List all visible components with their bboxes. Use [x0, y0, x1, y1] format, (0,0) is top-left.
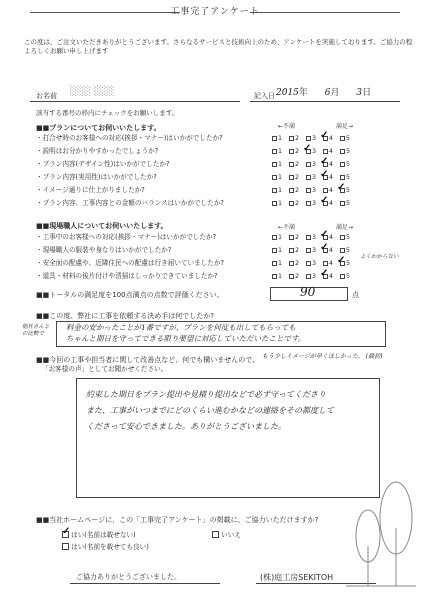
question-text: ・プラン内容、工事内容との金額のバランスはいかがでしたか?: [36, 199, 224, 207]
homepage-option-1[interactable]: ✓ はい(名前は載せない): [62, 526, 136, 539]
rating-option-4[interactable]: [320, 268, 340, 280]
rating-option-label: 5: [346, 174, 351, 181]
rating-option-5[interactable]: [340, 174, 357, 181]
rating-checkbox[interactable]: [323, 149, 328, 154]
check-mark-icon: ✓: [337, 182, 346, 193]
voice-line-3: くださって安心できました。ありがとうございました。: [86, 422, 286, 431]
check-mark-icon: ✓: [320, 268, 329, 279]
rating-option-label: 1: [278, 148, 283, 155]
rating-checkbox[interactable]: [272, 261, 277, 266]
check-mark-icon: ✓: [303, 143, 312, 154]
footer-thanks: ご協力ありがとうございました。: [76, 573, 181, 581]
rating-checkbox[interactable]: [272, 136, 277, 141]
rating-option-label: 3: [312, 187, 317, 194]
rating-checkbox[interactable]: [272, 149, 277, 154]
rating-checkbox[interactable]: [289, 235, 294, 240]
homepage-checkbox-1[interactable]: ✓: [62, 526, 71, 537]
homepage-option-2[interactable]: はい(名前を載せても良い): [62, 543, 149, 552]
rating-option-label: 4: [329, 273, 334, 280]
rating-option-label: 5: [346, 247, 351, 254]
date-day: 3: [356, 88, 363, 98]
total-label: ■■トータルの満足度を100点満点の点数で評価ください。: [36, 291, 224, 299]
rating-checkbox[interactable]: [340, 162, 345, 167]
rating-checkbox[interactable]: [340, 149, 345, 154]
voice-line-1: 約束した期日をプラン提出や見積り提出などで必ず守ってくださり: [86, 390, 326, 399]
rating-option-2[interactable]: [289, 247, 306, 254]
voice-label-2: 「お客様の声」としてお聞かせください。: [42, 365, 168, 373]
rating-option-5[interactable]: [340, 234, 357, 241]
rating-option-label: 5: [346, 234, 351, 241]
homepage-checkbox-3[interactable]: [212, 531, 219, 538]
rating-option-1[interactable]: [272, 200, 289, 207]
question-text: ・工事中のお客様への対応(挨拶・マナー)はいかがでしたか?: [36, 233, 217, 241]
page-title: 工事完了アンケート: [170, 7, 260, 17]
name-blurred: ░░░ ░░░: [70, 87, 115, 97]
rating-option-label: 5: [346, 148, 351, 155]
rating-options: [272, 242, 357, 254]
date-field[interactable]: 2015年 6月 3日: [276, 88, 372, 98]
rating-option-4[interactable]: [320, 130, 340, 142]
rating-checkbox[interactable]: [306, 175, 311, 180]
rating-option-label: 1: [278, 260, 283, 267]
rating-option-label: 1: [278, 200, 283, 207]
rating-options: [272, 229, 357, 241]
rating-option-label: 4: [329, 234, 334, 241]
rating-option-2[interactable]: [289, 273, 306, 280]
rating-checkbox[interactable]: [306, 188, 311, 193]
rating-option-label: 2: [295, 161, 300, 168]
rating-checkbox[interactable]: [289, 149, 294, 154]
homepage-checkbox-2[interactable]: [62, 543, 69, 550]
rating-checkbox[interactable]: [289, 261, 294, 266]
rating-option-label: 4: [329, 161, 334, 168]
check-mark-icon: ✓: [320, 156, 329, 167]
rating-option-1[interactable]: [272, 234, 289, 241]
rating-option-label: 5: [346, 200, 351, 207]
rating-option-1[interactable]: [272, 161, 289, 168]
rating-options: [272, 268, 357, 280]
rating-options: [272, 195, 357, 207]
question-text: ・道具・材料の後片付けや清掃はしっかりできていましたか?: [36, 272, 218, 280]
rating-option-1[interactable]: [272, 135, 289, 142]
rating-option-label: 2: [295, 200, 300, 207]
rating-option-label: 3: [312, 200, 317, 207]
rating-option-label: 2: [295, 148, 300, 155]
rating-option-label: 5: [346, 273, 351, 280]
rating-checkbox[interactable]: [323, 188, 328, 193]
rating-options: [272, 143, 357, 155]
rating-option-1[interactable]: [272, 148, 289, 155]
deciding-line-1: 料金の安かったことが1番ですが、プランを何度も出してもらっても: [66, 323, 296, 332]
rating-option-2[interactable]: [289, 161, 306, 168]
rating-option-5[interactable]: [340, 135, 357, 142]
rating-checkbox[interactable]: [272, 162, 277, 167]
rating-option-label: 3: [312, 273, 317, 280]
rating-option-label: 2: [295, 234, 300, 241]
check-mark-icon: ✓: [320, 229, 329, 240]
decorative-trees-icon: [346, 478, 416, 588]
total-score: 90: [300, 285, 316, 299]
rating-option-label: 5: [346, 135, 351, 142]
check-mark-icon: ✓: [320, 242, 329, 253]
rating-checkbox[interactable]: [289, 248, 294, 253]
rating-option-1[interactable]: [272, 260, 289, 267]
question-text: ・説明はお分かりやすかったでしょうか?: [36, 147, 159, 155]
rating-option-4[interactable]: [320, 229, 340, 241]
rating-option-3[interactable]: [306, 260, 323, 267]
deciding-label: ■■この度、弊社に工事を依頼する決め手は何でしたか?: [36, 312, 214, 320]
rating-checkbox[interactable]: [272, 235, 277, 240]
date-underline: [250, 101, 400, 102]
rating-option-label: 5: [346, 260, 351, 267]
total-unit: 点: [352, 291, 359, 299]
rating-checkbox[interactable]: [340, 248, 345, 253]
rating-checkbox[interactable]: [306, 261, 311, 266]
rating-option-5[interactable]: [337, 182, 357, 194]
rating-option-5[interactable]: [340, 200, 357, 207]
scale-low: ←不満: [278, 123, 296, 130]
homepage-question: ■■当社ホームページに、この「工事完了アンケート」の掲載に、ご協力いただけますか?: [36, 516, 319, 524]
deciding-side-note: 他社さんとの比較で: [22, 324, 50, 338]
rating-option-label: 4: [329, 260, 334, 267]
rating-option-label: 3: [312, 234, 317, 241]
date-label: 記入日: [254, 92, 275, 100]
rating-option-2[interactable]: [289, 174, 306, 181]
rating-option-1[interactable]: [272, 174, 289, 181]
rating-checkbox[interactable]: [340, 175, 345, 180]
footer-company: (株)庭工房SEKITOH: [260, 573, 334, 582]
rating-option-label: 4: [329, 247, 334, 254]
name-underline[interactable]: [30, 101, 240, 102]
question-text: ・打合せ時のお客様への対応(挨拶・マナー)はいかがでしたか?: [36, 134, 223, 142]
rating-option-label: 3: [312, 135, 317, 142]
rating-option-label: 3: [312, 174, 317, 181]
rating-checkbox[interactable]: [289, 162, 294, 167]
rating-checkbox[interactable]: [306, 248, 311, 253]
rating-option-5[interactable]: [340, 161, 357, 168]
staff-margin-note: よくわからない: [360, 254, 399, 260]
rating-checkbox[interactable]: [289, 175, 294, 180]
rating-option-label: 1: [278, 273, 283, 280]
rating-option-label: 1: [278, 135, 283, 142]
check-mark-icon: ✓: [337, 255, 346, 266]
rating-option-3[interactable]: [303, 143, 323, 155]
rating-checkbox[interactable]: [289, 136, 294, 141]
rating-option-5[interactable]: [337, 255, 357, 267]
deciding-line-2: ちゃんと期日を守ってできる限り要望に対応していただいたことです。: [66, 334, 306, 343]
rating-option-label: 4: [329, 148, 334, 155]
rating-checkbox[interactable]: [272, 201, 277, 206]
rating-checkbox[interactable]: [272, 188, 277, 193]
check-mark-icon: ✓: [320, 169, 329, 180]
rating-option-2[interactable]: [289, 187, 306, 194]
scale-low-2: ←不満: [278, 224, 296, 231]
rating-option-label: 2: [295, 260, 300, 267]
rating-option-4[interactable]: [320, 195, 340, 207]
rating-checkbox[interactable]: [340, 201, 345, 206]
rating-option-label: 3: [312, 161, 317, 168]
rating-option-1[interactable]: [272, 187, 289, 194]
name-label: お名前: [36, 92, 57, 100]
rating-option-4[interactable]: [320, 242, 340, 254]
rating-option-label: 5: [346, 187, 351, 194]
question-text: ・現場職人の服装や身なりはいかがでしたか?: [36, 246, 172, 254]
rating-checkbox[interactable]: [272, 175, 277, 180]
rating-options: [272, 182, 357, 194]
check-mark-icon: ✓: [320, 130, 329, 141]
rating-checkbox[interactable]: [340, 274, 345, 279]
rating-option-2[interactable]: [289, 200, 306, 207]
rating-option-label: 4: [329, 187, 334, 194]
question-text: ・プラン内容(実用性)はいかがでしたか?: [36, 173, 157, 181]
question-text: ・プラン内容(デザイン性)はいかがでしたか?: [36, 160, 170, 168]
rating-option-label: 4: [329, 174, 334, 181]
rating-checkbox[interactable]: [306, 136, 311, 141]
rating-option-4[interactable]: [320, 156, 340, 168]
homepage-option-3[interactable]: いいえ: [212, 531, 241, 540]
rating-option-label: 3: [312, 260, 317, 267]
footer-thanks-rule: [70, 583, 220, 584]
scale-high-2: 満足→: [336, 224, 354, 231]
rating-option-label: 2: [295, 135, 300, 142]
scale-high: 満足→: [336, 123, 354, 130]
intro-text: この度は、ご注文いただきありがとうございます。さらなるサービスと技術向上のため、アンケートを実施しております。ご協力の程よろしくお願い申し上げます: [24, 38, 413, 55]
rating-checkbox[interactable]: [306, 274, 311, 279]
rating-option-2[interactable]: [289, 260, 306, 267]
question-text: ・安全面の配慮や、近隣住民への配慮は行き届いていましたか?: [36, 259, 224, 267]
rating-option-2[interactable]: [289, 234, 306, 241]
rating-checkbox[interactable]: [340, 235, 345, 240]
rating-checkbox[interactable]: [340, 136, 345, 141]
rating-option-label: 2: [295, 174, 300, 181]
question-text: ・イメージ通りに仕上がりましたか?: [36, 186, 145, 194]
rating-option-label: 2: [295, 273, 300, 280]
rating-option-label: 3: [312, 247, 317, 254]
instruction: 該当する番号の枠内にチェックをお願いします。: [36, 109, 179, 117]
rating-checkbox[interactable]: [289, 188, 294, 193]
rating-option-5[interactable]: [340, 247, 357, 254]
date-month: 6: [324, 88, 331, 98]
section-plan-title: ■■プランについてお伺いいたします。: [36, 124, 161, 132]
rating-option-5[interactable]: [340, 148, 357, 155]
rating-option-3[interactable]: [306, 187, 323, 194]
date-year: 2015: [276, 88, 299, 98]
rating-checkbox[interactable]: [306, 235, 311, 240]
rating-checkbox[interactable]: [272, 274, 277, 279]
rating-option-label: 4: [329, 200, 334, 207]
rating-checkbox[interactable]: [289, 274, 294, 279]
rating-option-label: 2: [295, 247, 300, 254]
rating-option-label: 3: [312, 148, 317, 155]
rating-options: [272, 255, 357, 267]
rating-option-label: 1: [278, 187, 283, 194]
rating-checkbox[interactable]: [306, 201, 311, 206]
rating-option-label: 2: [295, 187, 300, 194]
voice-top-note: もう少しイメージが早くほしかった。 (最初): [262, 353, 383, 360]
voice-line-2: また、工事がいつまでにどのくらい進むかなどの連絡をその都度して: [86, 406, 334, 415]
rating-option-2[interactable]: [289, 135, 306, 142]
rating-options: [272, 169, 357, 181]
rating-checkbox[interactable]: [306, 162, 311, 167]
voice-label: ■■今回の工事や担当者に関して改善点など、何でも構いませんので、: [36, 356, 260, 364]
rating-option-label: 1: [278, 234, 283, 241]
rating-option-label: 5: [346, 161, 351, 168]
rating-option-1[interactable]: [272, 247, 289, 254]
section-staff-title: ■■現場職人についてお伺いいたします。: [36, 222, 168, 230]
rating-option-label: 1: [278, 174, 283, 181]
rating-options: [272, 130, 357, 142]
rating-option-4[interactable]: [320, 169, 340, 181]
rating-option-1[interactable]: [272, 273, 289, 280]
rating-checkbox[interactable]: [272, 248, 277, 253]
rating-options: [272, 156, 357, 168]
rating-option-4[interactable]: [323, 148, 340, 155]
rating-option-5[interactable]: [340, 273, 357, 280]
rating-checkbox[interactable]: [323, 261, 328, 266]
rating-option-label: 1: [278, 161, 283, 168]
rating-option-label: 1: [278, 247, 283, 254]
rating-checkbox[interactable]: [289, 201, 294, 206]
check-mark-icon: ✓: [320, 195, 329, 206]
rating-option-label: 4: [329, 135, 334, 142]
